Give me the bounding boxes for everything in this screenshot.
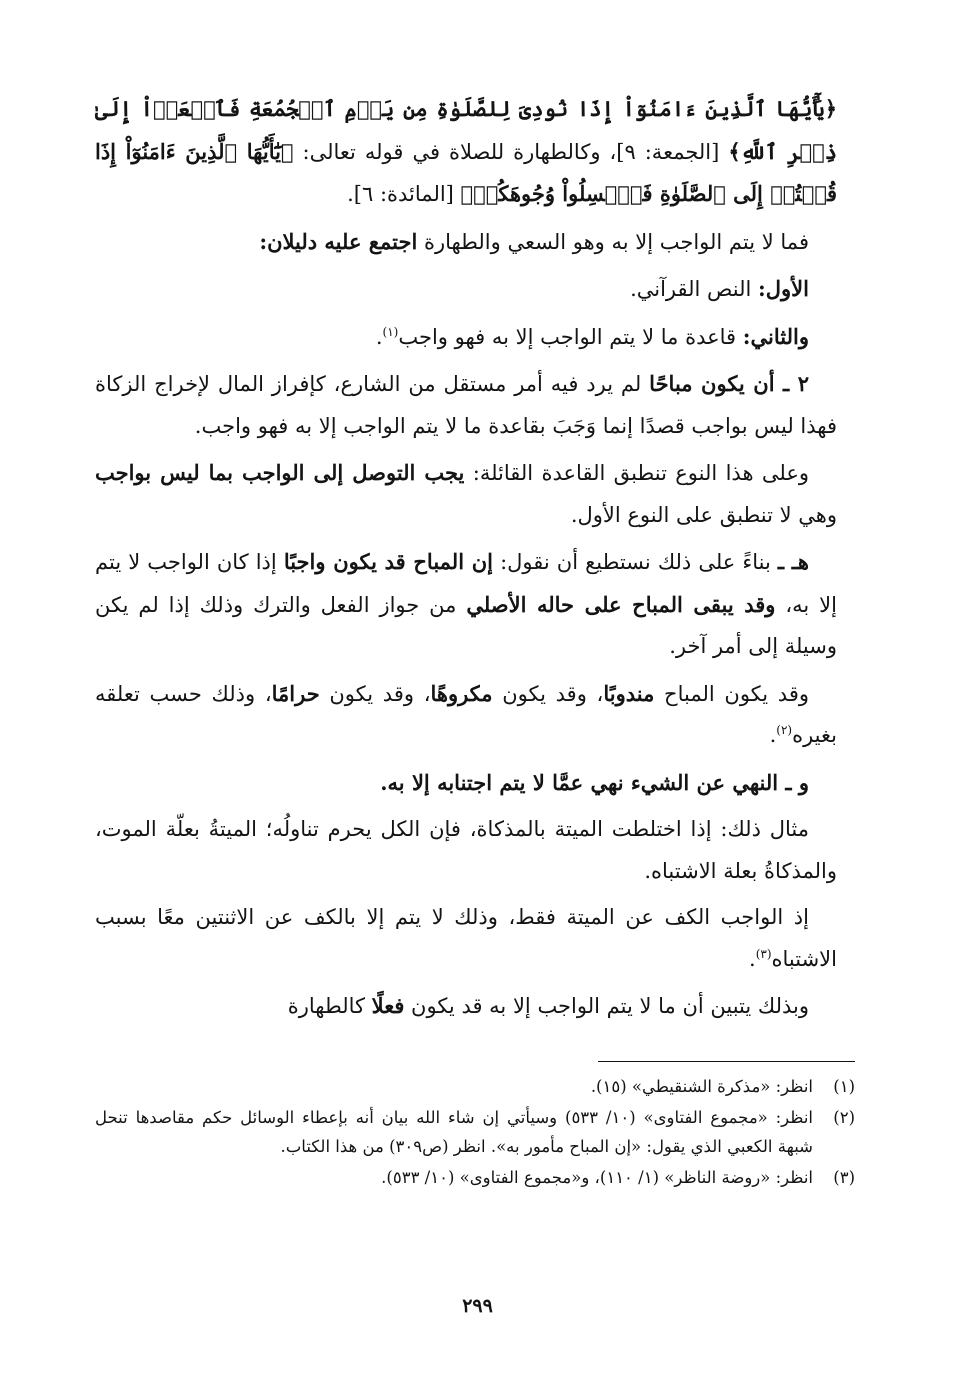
paragraph-text: إذ الواجب الكف عن الميتة فقط، وذلك لا يتم إلا بالكف عن الاثنتين معًا بسبب الاشتباه bbox=[95, 905, 837, 971]
item-number: ٢ ـ أن يكون bbox=[692, 371, 809, 396]
footnote-number: (١) bbox=[833, 1077, 855, 1096]
verse-reference-maidah: [المائدة: ٦]. bbox=[347, 182, 461, 206]
section-heading: و ـ النهي عن الشيء نهي عمَّا لا يتم اجتنابه إلا به. bbox=[380, 769, 809, 795]
footnote-text: انظر: «روضة الناظر» (١/ ١١٠)، و«مجموع الفتاوى» (١٠/ ٥٣٣). bbox=[381, 1168, 813, 1187]
paragraph-text: فما لا يتم الواجب إلا به وهو السعي والطهارة bbox=[417, 229, 809, 254]
paragraph-two-evidences bbox=[95, 221, 837, 264]
paragraph-text: وهي لا تنطبق على النوع الأول. bbox=[570, 502, 837, 527]
footnote-number: (٢) bbox=[833, 1108, 855, 1127]
paragraph-example bbox=[95, 809, 837, 892]
item-label-heh: هـ ـ bbox=[777, 549, 809, 574]
paragraph-text: النص القرآني. bbox=[630, 277, 759, 301]
bold-phrase: فعلًا bbox=[371, 993, 405, 1018]
paragraph-waw-heading bbox=[95, 762, 837, 805]
main-text bbox=[95, 88, 837, 1033]
footnote-ref-2[interactable]: (٢) bbox=[776, 723, 793, 737]
bold-phrase: وقد يبقى المباح على حاله الأصلي bbox=[466, 591, 776, 617]
verse-reference-text: [الجمعة: ٩]، وكالطهارة للصلاة في قوله تعالى: bbox=[293, 139, 729, 164]
punctuation: . bbox=[375, 324, 383, 349]
quran-verse-maidah: ﴿يَٰٓأَيُّهَا ٱلَّذِينَ ءَامَنُوٓاْ إِذَا قُمۡتُمۡ إِلَى ٱلصَّلَوٰةِ فَٱغۡسِلُواْ وُجُوهَكُمۡ﴾ bbox=[95, 138, 837, 206]
footnote-divider bbox=[598, 1061, 855, 1062]
punctuation: . bbox=[769, 723, 777, 747]
paragraph-obligation bbox=[95, 897, 837, 980]
paragraph-text: وعلى هذا النوع تنطبق القاعدة القائلة: bbox=[464, 461, 809, 485]
paragraph-rulings bbox=[95, 673, 837, 757]
bold-phrase: اجتمع عليه دليلان: bbox=[259, 228, 418, 254]
punctuation: . bbox=[749, 946, 756, 971]
paragraph-permissible bbox=[95, 363, 837, 447]
paragraph-text: من جواز الفعل والترك وذلك إذا لم يكن وسيلة إلى أمر آخر. bbox=[95, 592, 837, 658]
paragraph-text: وقد يكون المباح bbox=[654, 681, 810, 706]
label-first: الأول: bbox=[758, 276, 809, 301]
paragraph-text: ، وقد يكون bbox=[319, 681, 431, 706]
footnote-number: (٣) bbox=[833, 1168, 855, 1187]
paragraph-text: مثال ذلك: إذا اختلطت الميتة بالمذكاة، فإن الكل يحرم تناولُه؛ الميتةُ بعلّة الموت، والمذكاةُ بعلة الاشتباه. bbox=[95, 817, 837, 883]
paragraph-conclusion bbox=[95, 985, 837, 1028]
paragraph-quran-verses bbox=[95, 88, 837, 216]
paragraph-first-evidence bbox=[95, 268, 837, 311]
paragraph-text: بناءً على ذلك نستطيع أن نقول: bbox=[493, 550, 778, 574]
footnote-text: انظر: «مجموع الفتاوى» (١٠/ ٥٣٣) وسيأتي إن شاء الله بيان أنه بإعطاء الوسائل حكم مقاصدها تنحل شبهة الكعبي الذي يقول: «إن المباح مأمور به». انظر (ص٣٠٩) من هذا الكتاب. bbox=[95, 1108, 813, 1156]
footnote-ref-3[interactable]: (٣) bbox=[755, 946, 772, 961]
paragraph-rule bbox=[95, 452, 837, 536]
footnote-1 bbox=[95, 1072, 855, 1101]
footnotes bbox=[95, 1072, 855, 1194]
paragraph-text: لم يرد فيه أمر مستقل من الشارع، كإفراز المال لإخراج الزكاة فهذا ليس بواجب قصدًا إنما وَجَبَ بقاعدة ما لا يتم الواجب إلا به فهو واجب. bbox=[95, 372, 837, 438]
bold-phrase: مباحًا bbox=[649, 371, 693, 396]
footnote-ref-1[interactable]: (١) bbox=[382, 324, 399, 339]
paragraph-text: كالطهارة bbox=[287, 994, 372, 1018]
footnote-3 bbox=[95, 1163, 855, 1192]
page-number: ٢٩٩ bbox=[462, 1295, 493, 1317]
quran-verse-jumuah: ﴿يَٰٓأَيُّهَا ٱلَّذِينَ ءَامَنُوٓاْ إِذَا نُودِىَ لِلصَّلَوٰةِ مِن يَوۡمِ ٱلۡجُمُعَةِ فَٱسۡعَوۡاْ إِلَىٰ ذِكۡرِ ٱللَّهِ﴾ bbox=[95, 96, 837, 164]
paragraph-text: وبذلك يتبين أن ما لا يتم الواجب إلا به قد يكون bbox=[404, 994, 809, 1018]
footnote-text: انظر: «مذكرة الشنقيطي» (١٥). bbox=[590, 1077, 813, 1096]
paragraph-text: ، وقد يكون bbox=[492, 681, 604, 706]
bold-phrase: مكروهًا bbox=[430, 680, 493, 706]
paragraph-text: ، وذلك حسب تعلقه بغيره bbox=[95, 681, 837, 747]
bold-rule: يجب التوصل إلى الواجب بما ليس بواجب bbox=[95, 460, 465, 485]
label-second: والثاني: bbox=[742, 323, 809, 349]
bold-phrase: حرامًا bbox=[271, 680, 320, 706]
bold-phrase: مندوبًا bbox=[603, 680, 655, 706]
bold-phrase: إن المباح قد يكون واجبًا bbox=[283, 549, 493, 574]
paragraph-second-evidence bbox=[95, 316, 837, 359]
paragraph-text: قاعدة ما لا يتم الواجب إلا به فهو واجب bbox=[398, 324, 743, 349]
paragraph-text: إذا كان الواجب لا يتم إلا به، bbox=[95, 550, 837, 617]
footnote-2 bbox=[95, 1103, 855, 1161]
paragraph-heh bbox=[95, 541, 837, 668]
